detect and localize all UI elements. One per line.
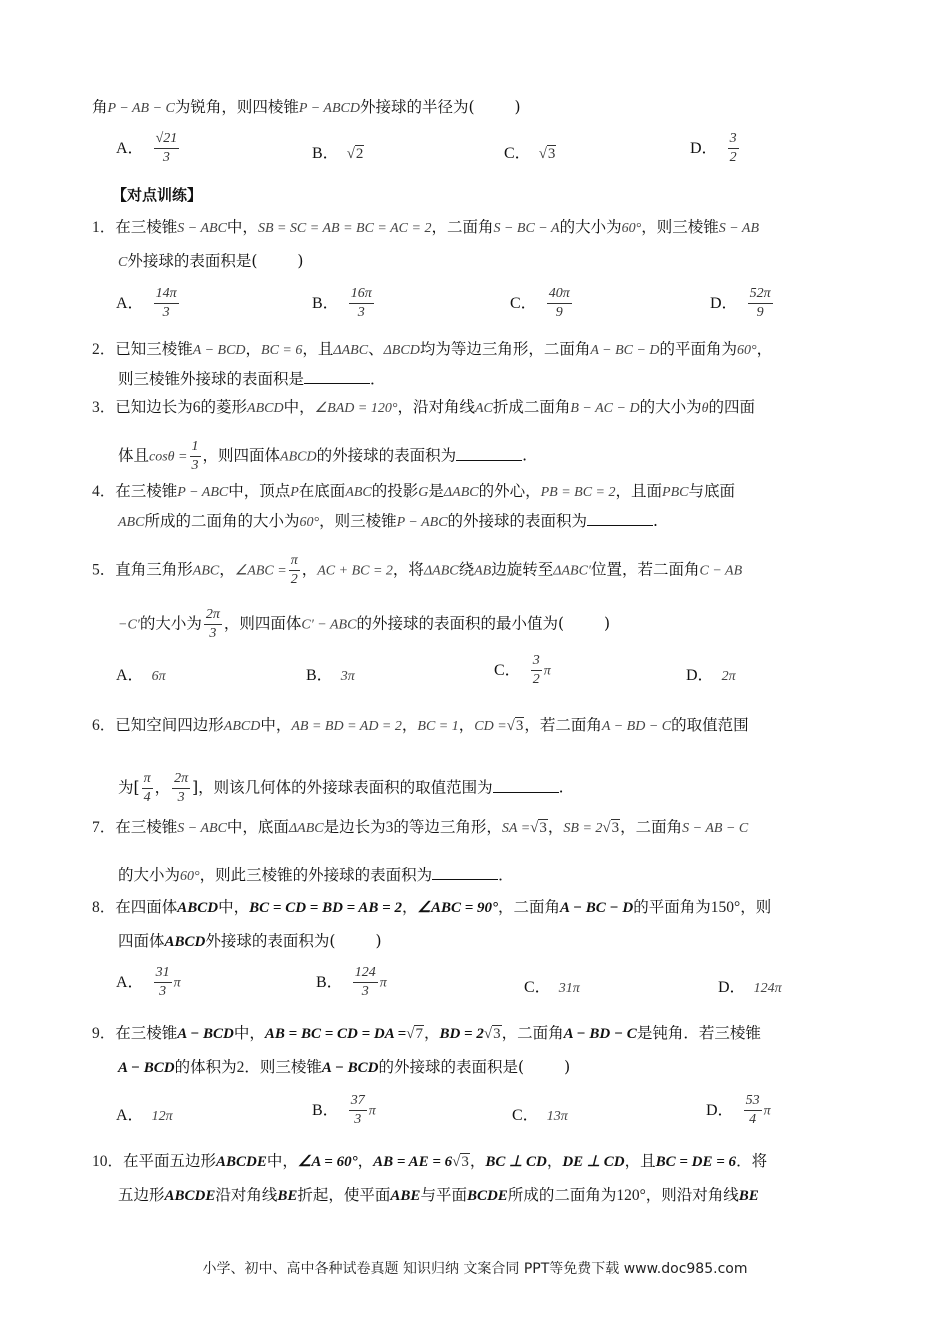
q1-option-c[interactable]: C． $\frac{40\pi}{9}$ bbox=[510, 286, 570, 320]
intro-option-d[interactable]: D． $\frac{3}{2}$ bbox=[690, 131, 737, 165]
q2-line1: 2．已知三棱锥A − BCD，BC = 6，且ΔABC、ΔBCD均为等边三角形，二面角A − BC − D的平面角为60°， bbox=[92, 340, 773, 358]
q9-line2: A − BCD的体积为2．则三棱锥A − BCD的外接球的表面积是( ) bbox=[118, 1058, 571, 1076]
q5-line2: −C′的大小为 $\frac{2\pi}{3}$ ，则四面体C′ − ABC的外接球的表面积的最小值为( ) bbox=[118, 607, 611, 641]
fraction: $\frac{3}{2}$ bbox=[729, 131, 737, 165]
intro-option-a[interactable]: A． $\frac{√21}{3}$ bbox=[116, 131, 178, 165]
sqrt: √2 bbox=[346, 146, 364, 162]
q1-line2: C外接球的表面积是( ) bbox=[118, 252, 304, 270]
q5-line1: 5．直角三角形ABC，∠ABC = $\frac{\pi}{2}$ ，AC + BC = 2，将ΔABC绕AB边旋转至ΔABC′位置，若二面角C − AB bbox=[92, 553, 743, 587]
answer-blank[interactable] bbox=[493, 778, 559, 793]
q1-option-b[interactable]: B． $\frac{16\pi}{3}$ bbox=[312, 286, 372, 320]
answer-blank[interactable] bbox=[587, 511, 653, 526]
page-footer: 小学、初中、高中各种试卷真题 知识归纳 文案合同 PPT等免费下载 www.doc985.com bbox=[202, 1261, 748, 1277]
q7-line2: 的大小为60°，则此三棱锥的外接球的表面积为 ． bbox=[118, 866, 514, 884]
q8-option-a[interactable]: A． $\frac{31}{3}$ π bbox=[116, 965, 181, 999]
intro-line: 角P − AB − C为锐角，则四棱锥P − ABCD外接球的半径为( ) bbox=[92, 98, 521, 116]
q5-option-d[interactable]: D． 2π bbox=[686, 667, 736, 684]
q5-option-a[interactable]: A． 6π bbox=[116, 667, 166, 684]
q1-option-d[interactable]: D． $\frac{52\pi}{9}$ bbox=[710, 286, 771, 320]
q8-line1: 8．在四面体ABCD中，BC = CD = BD = AB = 2，∠ABC = 90°，二面角A − BC − D的平面角为150°，则 bbox=[92, 898, 772, 916]
q9-line1: 9．在三棱锥A − BCD中，AB = BC = CD = DA =√7，BD = 2√3，二面角A − BD − C是钝角．若三棱锥 bbox=[92, 1024, 761, 1042]
q5-option-c[interactable]: C． $\frac{3}{2}$ π bbox=[494, 653, 551, 687]
q4-line2: ABC所成的二面角的大小为60°，则三棱锥P − ABC的外接球的表面积为 . bbox=[118, 512, 658, 530]
q2-line2: 则三棱锥外接球的表面积是 ． bbox=[118, 370, 386, 388]
q3-line2: 体且cosθ = $\frac{1}{3}$ ，则四面体ABCD的外接球的表面积为 . bbox=[118, 439, 528, 473]
q8-option-c[interactable]: C． 31π bbox=[524, 979, 580, 996]
q10-line1: 10．在平面五边形ABCDE中，∠A = 60°，AB = AE = 6√3，BC ⊥ CD，DE ⊥ CD，且BC = DE = 6．将 bbox=[92, 1152, 768, 1170]
q9-option-d[interactable]: D． $\frac{53}{4}$ π bbox=[706, 1093, 771, 1127]
q8-option-b[interactable]: B． $\frac{124}{3}$ π bbox=[316, 965, 387, 999]
q6-line1: 6．已知空间四边形ABCD中，AB = BD = AD = 2，BC = 1，CD =√3，若二面角A − BD − C的取值范围 bbox=[92, 716, 749, 734]
answer-blank[interactable] bbox=[456, 446, 522, 461]
q1-option-a[interactable]: A． $\frac{14\pi}{3}$ bbox=[116, 286, 177, 320]
q9-option-a[interactable]: A． 12π bbox=[116, 1107, 173, 1124]
q5-option-b[interactable]: B． 3π bbox=[306, 667, 355, 684]
section-title: 【对点训练】 bbox=[112, 186, 203, 204]
q4-line1: 4．在三棱锥P − ABC中，顶点P在底面ABC的投影G是ΔABC的外心，PB = BC = 2，且面PBC与底面 bbox=[92, 482, 735, 500]
fraction: $\frac{√21}{3}$ bbox=[155, 131, 178, 165]
q8-line2: 四面体ABCD外接球的表面积为( ) bbox=[118, 932, 382, 950]
intro-option-b[interactable]: B． √2 bbox=[312, 145, 364, 162]
intro-option-c[interactable]: C． √3 bbox=[504, 145, 556, 162]
q6-line2: 为[ $\frac{\pi}{4}$ ， $\frac{2\pi}{3}$ ]，则该几何体的外接球表面积的取值范围为 . bbox=[118, 771, 564, 805]
q1-line1: 1．在三棱锥S − ABC中，SB = SC = AB = BC = AC = 2，二面角S − BC − A的大小为60°，则三棱锥S − AB bbox=[92, 218, 760, 236]
answer-blank[interactable] bbox=[432, 865, 498, 880]
q3-line1: 3．已知边长为6的菱形ABCD中，∠BAD = 120°，沿对角线AC折成二面角B − AC − D的大小为θ的四面 bbox=[92, 398, 755, 416]
q9-option-b[interactable]: B． $\frac{37}{3}$ π bbox=[312, 1093, 376, 1127]
q8-option-d[interactable]: D． 124π bbox=[718, 979, 782, 996]
answer-blank[interactable] bbox=[304, 369, 370, 384]
q10-line2: 五边形ABCDE沿对角线BE折起，使平面ABE与平面BCDE所成的二面角为120°，则沿对角线BE bbox=[118, 1186, 759, 1204]
sqrt: √3 bbox=[538, 146, 556, 162]
q9-option-c[interactable]: C． 13π bbox=[512, 1107, 568, 1124]
q7-line1: 7．在三棱锥S − ABC中，底面ΔABC是边长为3的等边三角形，SA =√3，SB = 2√3，二面角S − AB − C bbox=[92, 818, 749, 836]
